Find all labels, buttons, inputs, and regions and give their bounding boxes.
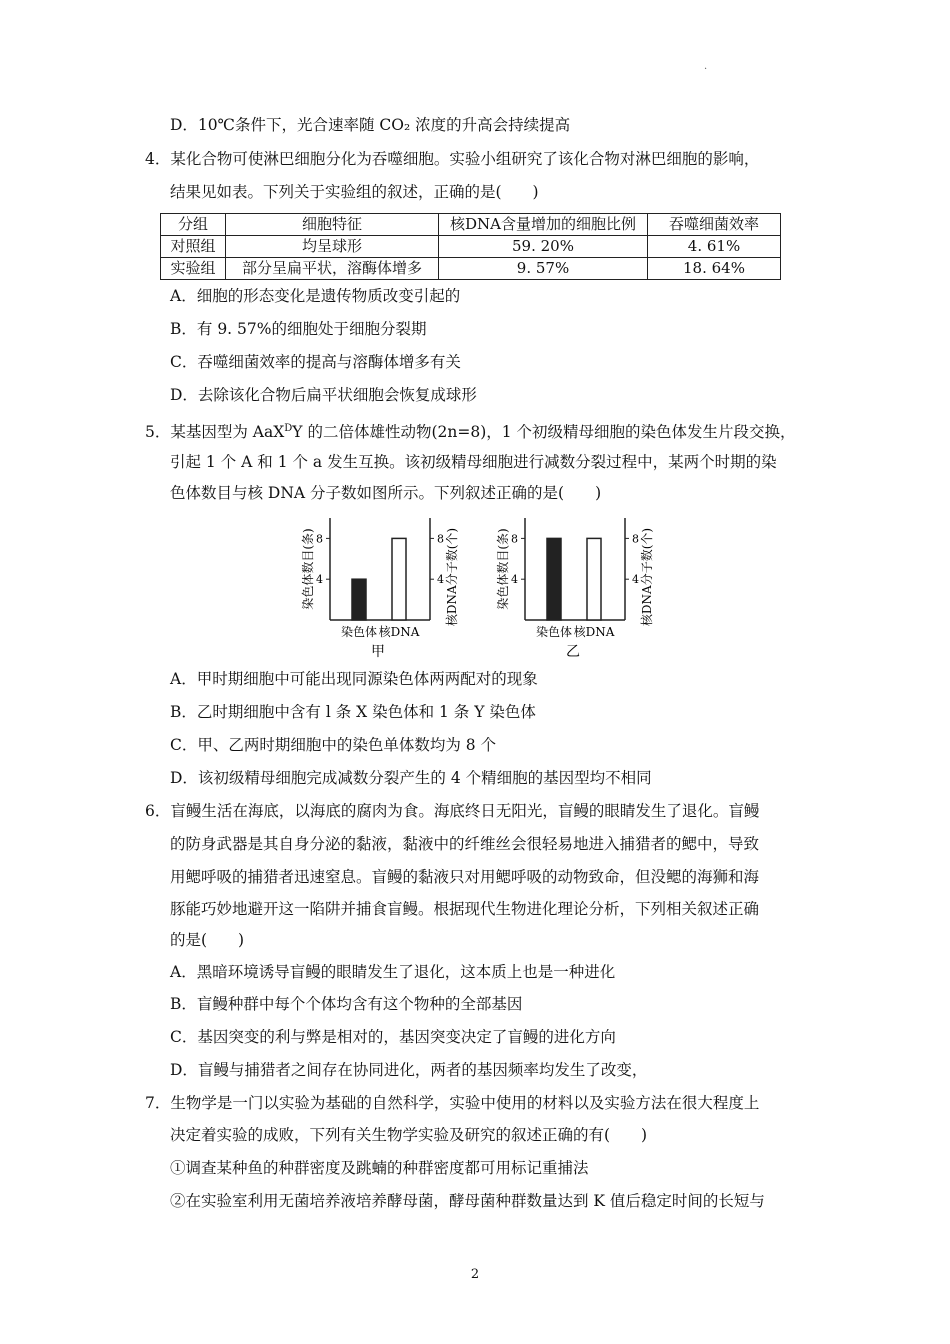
tick-label-right: 8 <box>437 532 444 546</box>
q5-stem-post: Y 的二倍体雄性动物(2n=8)，1 个初级精母细胞的染色体发生片段交换， <box>292 423 796 442</box>
y2-axis-label: 核DNA分子数(个) <box>640 527 654 627</box>
q5-stem-line-2: 引起 1 个 A 和 1 个 a 发生互换。该初级精母细胞进行减数分裂过程中，某两个时期的染 <box>170 453 777 471</box>
table-cell: 实验组 <box>161 258 226 280</box>
table-cell: 对照组 <box>161 236 226 258</box>
table-cell: 4. 61% <box>648 236 781 258</box>
q6-option-d: D．盲鳗与捕猎者之间存在协同进化，两者的基因频率均发生了改变， <box>170 1061 648 1079</box>
bar-chromosome <box>547 538 561 620</box>
q4-option-a: A．细胞的形态变化是遗传物质改变引起的 <box>170 287 461 305</box>
chart-title: 甲 <box>371 644 385 660</box>
q5-option-d: D．该初级精母细胞完成减数分裂产生的 4 个精细胞的基因型均不相同 <box>170 769 652 787</box>
chart-jia <box>300 518 459 660</box>
q4-option-c: C．吞噬细菌效率的提高与溶酶体增多有关 <box>170 353 461 371</box>
bar-dna <box>587 538 601 620</box>
tick-label-left: 8 <box>316 532 323 546</box>
tick-label-right: 4 <box>632 573 639 587</box>
q5-stem-line-3: 色体数目与核 DNA 分子数如图所示。下列叙述正确的是( ) <box>170 484 602 502</box>
q7-stem-line-2: 决定着实验的成败，下列有关生物学实验及研究的叙述正确的有( ) <box>170 1126 648 1144</box>
q6-stem-line-1: 6．盲鳗生活在海底，以海底的腐肉为食。海底终日无阳光，盲鳗的眼睛发生了退化。盲鳗 <box>145 802 760 820</box>
header-dot: · <box>704 64 708 75</box>
q7-item-2: ②在实验室利用无菌培养液培养酵母菌，酵母菌种群数量达到 K 值后稳定时间的长短与 <box>170 1192 765 1210</box>
category-label: 核DNA <box>573 625 615 639</box>
table-header-cell: 分组 <box>161 214 226 236</box>
q5-option-c: C．甲、乙两时期细胞中的染色单体数均为 8 个 <box>170 736 497 754</box>
y-axis-label: 染色体数目(条) <box>496 528 510 610</box>
table-header-cell: 核DNA含量增加的细胞比例 <box>439 214 648 236</box>
chart-title: 乙 <box>566 644 580 660</box>
bar-chromosome <box>352 579 366 620</box>
category-label: 染色体 <box>340 625 378 639</box>
q4-option-b: B．有 9. 57%的细胞处于细胞分裂期 <box>170 320 427 338</box>
table-header-row <box>161 214 781 236</box>
q4-stem-line-2: 结果见如表。下列关于实验组的叙述，正确的是( ) <box>170 183 539 201</box>
y-axis-label: 染色体数目(条) <box>301 528 315 610</box>
table-cell: 9. 57% <box>439 258 648 280</box>
tick-label-left: 8 <box>511 532 518 546</box>
q5-stem-sup: D <box>284 423 293 434</box>
y2-axis-label: 核DNA分子数(个) <box>445 527 459 627</box>
q3-option-d: D．10℃条件下，光合速率随 CO₂ 浓度的升高会持续提高 <box>170 116 571 134</box>
q6-stem-line-3: 用鳃呼吸的捕猎者迅速窒息。盲鳗的黏液只对用鳃呼吸的动物致命，但没鳃的海狮和海 <box>170 868 760 886</box>
q6-stem-line-2: 的防身武器是其自身分泌的黏液，黏液中的纤维丝会很轻易地进入捕猎者的鳃中，导致 <box>170 835 760 853</box>
table-row <box>161 236 781 258</box>
q5-figure <box>290 510 670 660</box>
tick-label-left: 4 <box>316 573 323 587</box>
q6-option-a: A．黑暗环境诱导盲鳗的眼睛发生了退化，这本质上也是一种进化 <box>170 963 616 981</box>
q6-stem-line-4: 豚能巧妙地避开这一陷阱并捕食盲鳗。根据现代生物进化理论分析，下列相关叙述正确 <box>170 900 760 918</box>
q7-item-1: ①调查某种鱼的种群密度及跳蝻的种群密度都可用标记重捕法 <box>170 1159 589 1177</box>
table-cell: 18. 64% <box>648 258 781 280</box>
tick-label-right: 8 <box>632 532 639 546</box>
table-header-cell: 细胞特征 <box>226 214 439 236</box>
table-cell: 均呈球形 <box>226 236 439 258</box>
q5-stem-pre: 5．某基因型为 AaX <box>145 423 285 442</box>
q6-stem-line-5: 的是( ) <box>170 931 245 949</box>
q4-stem-line-1: 4．某化合物可使淋巴细胞分化为吞噬细胞。实验小组研究了该化合物对淋巴细胞的影响， <box>145 150 760 168</box>
table-row <box>161 258 781 280</box>
category-label: 染色体 <box>535 625 573 639</box>
q6-option-c: C．基因突变的利与弊是相对的，基因突变决定了盲鳗的进化方向 <box>170 1028 616 1046</box>
chart-yi <box>495 518 654 660</box>
table-cell: 59. 20% <box>439 236 648 258</box>
page-number: 2 <box>470 1267 480 1282</box>
q5-option-a: A．甲时期细胞中可能出现同源染色体两两配对的现象 <box>170 670 538 688</box>
table-cell: 部分呈扁平状，溶酶体增多 <box>226 258 439 280</box>
q5-option-b: B．乙时期细胞中含有 l 条 X 染色体和 1 条 Y 染色体 <box>170 703 536 721</box>
tick-label-left: 4 <box>511 573 518 587</box>
q5-stem-line-1 <box>145 418 796 443</box>
bar-dna <box>392 538 406 620</box>
category-label: 核DNA <box>378 625 420 639</box>
q4-result-table <box>160 213 781 280</box>
tick-label-right: 4 <box>437 573 444 587</box>
q4-option-d: D．去除该化合物后扁平状细胞会恢复成球形 <box>170 386 477 404</box>
table-header-cell: 吞噬细菌效率 <box>648 214 781 236</box>
q6-option-b: B．盲鳗种群中每个个体均含有这个物种的全部基因 <box>170 995 523 1013</box>
q7-stem-line-1: 7．生物学是一门以实验为基础的自然科学，实验中使用的材料以及实验方法在很大程度上 <box>145 1094 760 1112</box>
